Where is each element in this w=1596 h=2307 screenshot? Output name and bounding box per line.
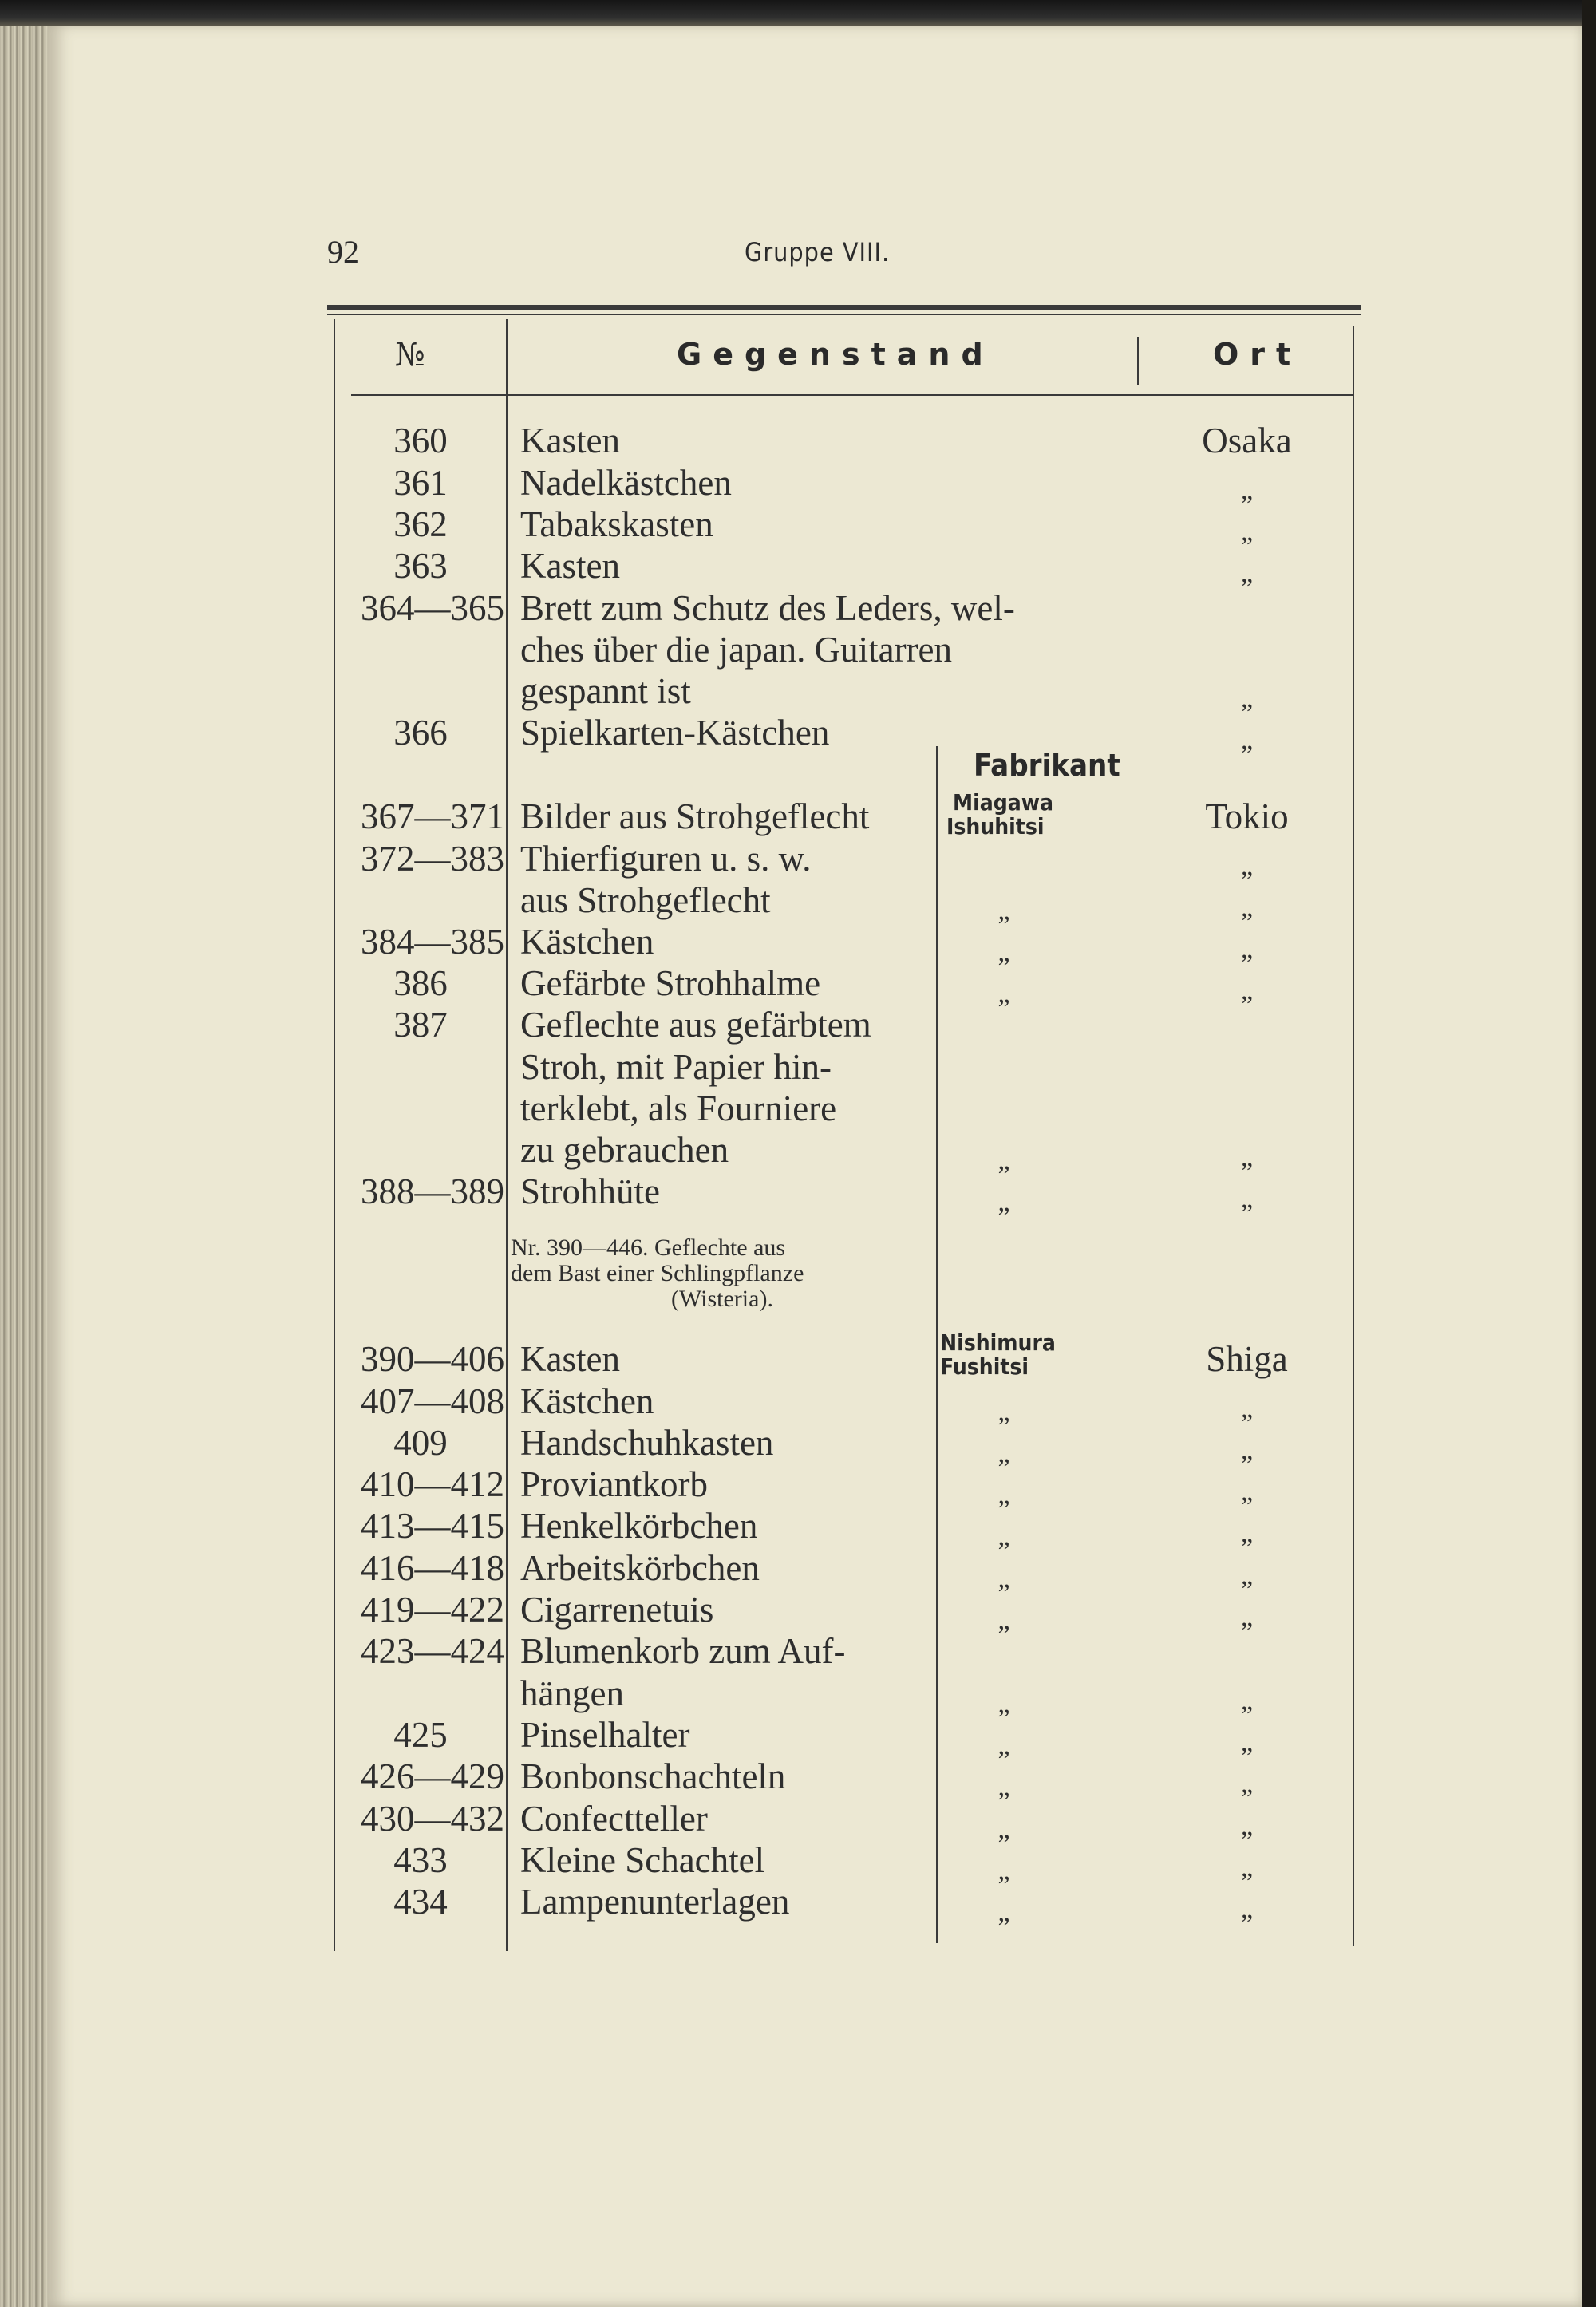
- row-fabrikant: „: [998, 1731, 1010, 1760]
- row-item: gespannt ist: [520, 671, 691, 711]
- row-item: Lampenunterlagen: [520, 1882, 790, 1922]
- table-row: [0, 420, 1596, 461]
- table-row: [0, 962, 1596, 1009]
- row-item: Kasten: [520, 421, 620, 460]
- ort-header-divider: [1137, 337, 1139, 385]
- row-item: Thierfiguren u. s. w.: [520, 839, 812, 879]
- table-row: [0, 1839, 1596, 1886]
- row-item: Spielkarten-Kästchen: [520, 713, 830, 753]
- row-ort: „: [1240, 976, 1254, 1005]
- row-item: Kasten: [520, 546, 620, 586]
- row-ort: „: [1240, 476, 1254, 505]
- row-number: 419—422: [361, 1590, 504, 1630]
- row-number: 388—389: [361, 1171, 504, 1211]
- table-row: [0, 587, 1596, 629]
- row-item: terklebt, als Fourniere: [520, 1088, 837, 1128]
- row-number: 409: [393, 1423, 448, 1463]
- row-fabrikant: „: [998, 1815, 1010, 1844]
- column-header-ort: Ort: [1213, 337, 1302, 372]
- row-ort: „: [1240, 1602, 1254, 1632]
- table-row: [0, 921, 1596, 967]
- row-item: Bonbonschachteln: [520, 1756, 786, 1796]
- section-note-line: (Wisteria).: [671, 1286, 773, 1312]
- section-note-line: Nr. 390—446. Geflechte aus: [511, 1234, 786, 1261]
- row-ort: „: [1240, 851, 1254, 881]
- table-row: [0, 879, 1596, 926]
- table-row: [0, 1129, 1596, 1175]
- row-number: 423—424: [361, 1631, 504, 1671]
- row-item: Brett zum Schutz des Leders, wel-: [520, 588, 1015, 628]
- row-ort: Shiga: [1206, 1339, 1288, 1379]
- row-item: Handschuhkasten: [520, 1423, 774, 1463]
- row-ort: „: [1240, 1853, 1254, 1882]
- table-top-rule-thin: [327, 314, 1361, 315]
- fabrikant-name-line: Nishimura: [940, 1329, 1056, 1356]
- row-number: 360: [393, 421, 448, 460]
- row-fabrikant: „: [998, 1564, 1010, 1594]
- row-fabrikant: „: [998, 1898, 1010, 1927]
- row-ort: „: [1240, 893, 1254, 922]
- table-row: [0, 1004, 1596, 1045]
- row-item: ches über die japan. Guitarren: [520, 630, 953, 670]
- row-ort: „: [1240, 1143, 1254, 1172]
- section-note: [511, 1235, 934, 1312]
- row-fabrikant: „: [998, 938, 1010, 967]
- scan-top-edge: [0, 0, 1596, 26]
- row-item: Strohhüte: [520, 1171, 660, 1211]
- table-row: [0, 838, 1596, 879]
- row-number: 372—383: [361, 839, 504, 879]
- table-row: [0, 1338, 1596, 1380]
- row-fabrikant: „: [998, 1606, 1010, 1635]
- row-ort: „: [1240, 1519, 1254, 1548]
- row-item: Cigarrenetuis: [520, 1590, 714, 1630]
- row-number: 387: [393, 1005, 448, 1045]
- row-number: 390—406: [361, 1339, 504, 1379]
- row-ort: „: [1240, 517, 1254, 547]
- row-item: Arbeitskörbchen: [520, 1548, 760, 1588]
- row-fabrikant: „: [998, 1772, 1010, 1802]
- fabrikant-name-line: Fushitsi: [940, 1353, 1029, 1380]
- table-row: [0, 1464, 1596, 1510]
- section-note-line: dem Bast einer Schlingpflanze: [511, 1260, 804, 1286]
- row-fabrikant: „: [998, 896, 1010, 926]
- row-ort: „: [1240, 1811, 1254, 1841]
- column-header-fabrikant: Fabrikant: [974, 748, 1120, 783]
- table-row: [0, 1046, 1596, 1088]
- page-number: 92: [327, 234, 359, 270]
- column-header-gegenstand: Gegenstand: [677, 337, 994, 372]
- row-ort: „: [1240, 1394, 1254, 1424]
- row-item: Gefärbte Strohhalme: [520, 963, 821, 1003]
- row-ort: „: [1240, 559, 1254, 588]
- row-item: Geflechte aus gefärbtem: [520, 1005, 871, 1045]
- row-fabrikant: „: [998, 1522, 1010, 1551]
- row-fabrikant: „: [998, 1397, 1010, 1427]
- row-ort: „: [1240, 1561, 1254, 1590]
- table-row: [0, 1547, 1596, 1594]
- row-number: 434: [393, 1882, 448, 1922]
- table-row: [0, 1381, 1596, 1427]
- row-item: Kleine Schachtel: [520, 1840, 765, 1880]
- row-item: Tabakskasten: [520, 504, 713, 544]
- row-number: 361: [393, 463, 448, 503]
- row-item: Henkelkörbchen: [520, 1506, 758, 1546]
- table-row: [0, 545, 1596, 587]
- row-item: Proviantkorb: [520, 1464, 708, 1504]
- row-item: Kästchen: [520, 1381, 654, 1421]
- row-number: 413—415: [361, 1506, 504, 1546]
- row-number: 407—408: [361, 1381, 504, 1421]
- row-fabrikant: „: [998, 1856, 1010, 1886]
- table-row: [0, 462, 1596, 504]
- table-row: [0, 1422, 1596, 1468]
- table-row: [0, 796, 1596, 837]
- table-row: [0, 712, 1596, 753]
- row-ort: „: [1240, 684, 1254, 713]
- row-fabrikant: „: [998, 1480, 1010, 1510]
- table-row: [0, 1756, 1596, 1802]
- row-ort: „: [1240, 1728, 1254, 1757]
- row-item: Confectteller: [520, 1799, 708, 1839]
- row-number: 384—385: [361, 922, 504, 962]
- running-head: Gruppe VIII.: [745, 237, 891, 267]
- table-row: [0, 1505, 1596, 1551]
- table-row: [0, 670, 1596, 712]
- table-row: [0, 1714, 1596, 1760]
- row-ort: Tokio: [1205, 796, 1289, 836]
- row-number: 430—432: [361, 1799, 504, 1839]
- row-ort: „: [1240, 1436, 1254, 1465]
- row-item: Nadelkästchen: [520, 463, 732, 503]
- row-item: zu gebrauchen: [520, 1130, 729, 1170]
- row-ort: „: [1240, 934, 1254, 964]
- row-number: 364—365: [361, 588, 504, 628]
- row-item: Kästchen: [520, 922, 654, 962]
- row-ort: Osaka: [1202, 421, 1292, 460]
- row-item: Stroh, mit Papier hin-: [520, 1047, 832, 1087]
- row-ort: „: [1240, 1686, 1254, 1716]
- row-ort: „: [1240, 1894, 1254, 1924]
- row-number: 433: [393, 1840, 448, 1880]
- table-row: [0, 1589, 1596, 1635]
- row-number: 362: [393, 504, 448, 544]
- row-number: 367—371: [361, 796, 504, 836]
- table-row: [0, 1798, 1596, 1844]
- row-fabrikant: „: [998, 1146, 1010, 1175]
- table-row: [0, 1881, 1596, 1927]
- row-ort: „: [1240, 725, 1254, 755]
- row-item: hängen: [520, 1673, 624, 1713]
- row-item: Blumenkorb zum Auf-: [520, 1631, 846, 1671]
- row-item: Bilder aus Strohgeflecht: [520, 796, 870, 836]
- table-row: [0, 504, 1596, 545]
- row-number: 426—429: [361, 1756, 504, 1796]
- row-fabrikant: „: [998, 979, 1010, 1009]
- table-top-rule: [327, 305, 1361, 310]
- row-ort: „: [1240, 1477, 1254, 1507]
- row-number: 366: [393, 713, 448, 753]
- table-row: [0, 1171, 1596, 1217]
- table-row: [0, 1088, 1596, 1129]
- row-item: aus Strohgeflecht: [520, 880, 771, 920]
- row-ort: „: [1240, 1769, 1254, 1799]
- fabrikant-name-line: Ishuhitsi: [946, 813, 1045, 839]
- row-number: 416—418: [361, 1548, 504, 1588]
- column-header-nr: №: [395, 337, 425, 373]
- header-rule: [351, 394, 1353, 396]
- row-fabrikant: „: [998, 1187, 1010, 1217]
- table-row: [0, 1630, 1596, 1672]
- row-fabrikant: „: [998, 1439, 1010, 1468]
- row-number: 410—412: [361, 1464, 504, 1504]
- row-ort: „: [1240, 1184, 1254, 1214]
- row-number: 363: [393, 546, 448, 586]
- row-item: Pinselhalter: [520, 1715, 690, 1755]
- fabrikant-name-line: Miagawa: [953, 789, 1053, 816]
- row-number: 386: [393, 963, 448, 1003]
- row-fabrikant: „: [998, 1689, 1010, 1719]
- table-row: [0, 629, 1596, 670]
- row-item: Kasten: [520, 1339, 620, 1379]
- table-row: [0, 1673, 1596, 1719]
- row-number: 425: [393, 1715, 448, 1755]
